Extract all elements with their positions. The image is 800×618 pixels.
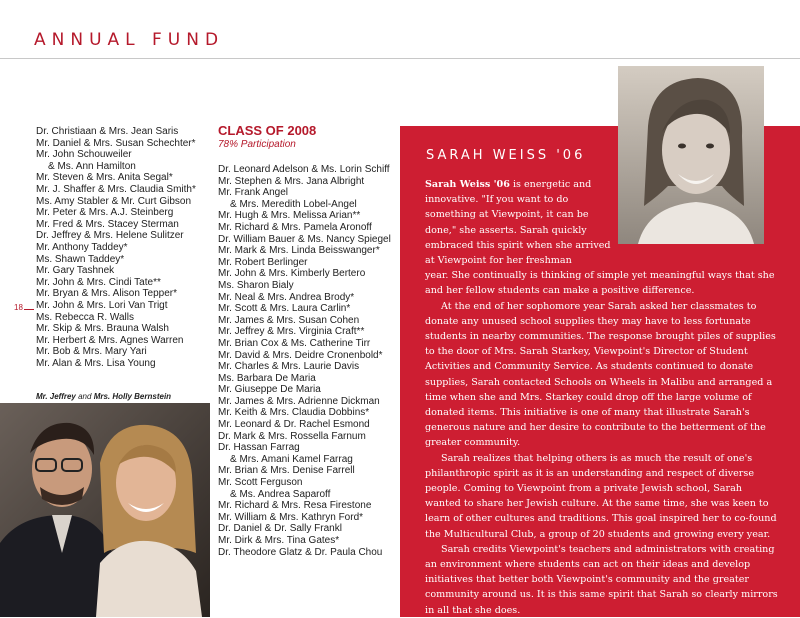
donor-name: Ms. Barbara De Maria [218, 372, 316, 384]
donor-name: Mr. Peter & Mrs. A.J. Steinberg [36, 207, 174, 219]
donor-name: Mr. Frank Angel [218, 187, 289, 199]
donor-name: & Mrs. Meredith Lobel-Angel [230, 198, 357, 210]
donor-name: Ms. Rebecca R. Walls [36, 311, 134, 323]
donor-name: Dr. Jeffrey & Mrs. Helene Sulitzer [36, 230, 184, 242]
donor-name: Mr. David & Mrs. Deidre Cronenbold* [218, 349, 383, 361]
feature-story [425, 177, 780, 618]
story-paragraph-1 [425, 177, 780, 299]
donor-name: Dr. Leonard Adelson & Ms. Lorin Schiff [218, 164, 390, 175]
donor-list-column-2 [218, 164, 391, 558]
donor-name: Dr. Christiaan & Mrs. Jean Saris [36, 126, 179, 137]
header-divider [0, 58, 800, 59]
donor-name: Mr. Mark & Mrs. Linda Beisswanger* [218, 245, 380, 257]
story-paragraph-1-narrow: is energetic and innovative. "If you want to do something at Viewpoint, it can be done," she asserts. Sarah quickly embraced this spirit when she arrived at Viewpoint for her freshman [425, 179, 611, 267]
story-lead-name: Sarah Weiss '06 [425, 179, 510, 190]
caption-and: and [78, 392, 92, 401]
donor-name: Mr. Brian & Mrs. Denise Farrell [218, 465, 355, 477]
donor-name: Mr. Scott & Mrs. Laura Carlin* [218, 303, 351, 315]
donor-name: Mr. John Schouweiler [36, 149, 132, 161]
donor-name: Mr. Neal & Mrs. Andrea Brody* [218, 291, 355, 303]
story-paragraph-2: At the end of her sophomore year Sarah asked her classmates to donate any unused school supplies they may have to less fortunate students in nearby communities. The response brought piles of supplies to the door of Mrs. Sarah Starkey, Viewpoint's Director of Student Activities and Community Service. As students continued to donate supplies, Sarah contacted Schools on Wheels in Malibu and arranged a time when she and Mrs. Starkey could drop off the large volume of donated items. This initiative is one of many that illustrate Sarah's generous nature and her desire to contribute to the betterment of the greater community. [425, 300, 776, 449]
donor-name: & Ms. Andrea Saparoff [230, 488, 331, 500]
couple-photo [0, 403, 210, 617]
feature-title: SARAH WEISS '06 [426, 148, 586, 163]
donor-name: Mr. Herbert & Mrs. Agnes Warren [36, 334, 184, 346]
donor-name: Mr. Giuseppe De Maria [218, 384, 321, 396]
donor-name: Mr. Steven & Mrs. Anita Segal* [36, 172, 173, 184]
page-number-rule [24, 309, 34, 310]
donor-name: Dr. William Bauer & Ms. Nancy Spiegel [218, 233, 391, 245]
donor-name: Dr. Mark & Mrs. Rossella Farnum [218, 430, 366, 442]
class-of-2008-participation: 78% Participation [218, 139, 296, 150]
donor-name: Mr. Hugh & Mrs. Melissa Arian** [218, 210, 361, 222]
photo-caption [36, 392, 171, 401]
donor-name: Mr. Bob & Mrs. Mary Yari [36, 346, 147, 358]
story-paragraph-4: Sarah credits Viewpoint's teachers and administrators with creating an environment where students can act on their ideas and develop initiatives that better both Viewpoint's community and the greater community around us. It is this same spirit that Sarah so clearly mirrors in all that she does. [425, 543, 778, 616]
donor-name: Mr. J. Shaffer & Mrs. Claudia Smith* [36, 183, 196, 195]
donor-name: Mr. Brian Cox & Ms. Catherine Tirr [218, 337, 371, 349]
donor-name: Mr. Gary Tashnek [36, 265, 115, 277]
donor-name: Mr. John & Mrs. Cindi Tate** [36, 276, 161, 288]
donor-name: Mr. Fred & Mrs. Stacey Sterman [36, 218, 179, 230]
story-paragraph-1-rest: year. She continually is thinking of simple yet meaningful ways that she and her fellow students can make a positive difference. [425, 270, 775, 297]
donor-name: Mr. Anthony Taddey* [36, 241, 128, 253]
donor-name: Mr. Scott Ferguson [218, 477, 303, 489]
donor-name: Dr. Theodore Glatz & Dr. Paula Chou [218, 546, 383, 558]
donor-name: Mr. Keith & Mrs. Claudia Dobbins* [218, 407, 370, 419]
donor-name: Mr. James & Mrs. Susan Cohen [218, 314, 360, 326]
donor-name: Mr. John & Mrs. Lori Van Trigt [36, 299, 168, 311]
donor-name: Mr. Robert Berlinger [218, 256, 308, 268]
donor-name: Mr. John & Mrs. Kimberly Bertero [218, 268, 366, 280]
donor-name: Mr. Leonard & Dr. Rachel Esmond [218, 419, 370, 431]
caption-name-2: Mrs. Holly Bernstein [93, 392, 172, 401]
story-paragraph-3: Sarah realizes that helping others is as much the result of one's philanthropic spirit as it is an understanding and respect of diverse people. Coming to Viewpoint from a private Jewish school, Sarah wanted to share her Jewish culture. At the same time, she was keen to learn of other cultures and traditions. This goal inspired her to co-found the Multicultural Club, a group of 20 students and growing every year. [425, 452, 777, 540]
donor-name: Dr. Daniel & Dr. Sally Frankl [218, 523, 342, 535]
donor-name: Dr. Hassan Farrag [218, 442, 300, 454]
donor-name: Mr. Stephen & Mrs. Jana Albright [218, 175, 365, 187]
donor-name: Mr. William & Mrs. Kathryn Ford* [218, 511, 364, 523]
donor-name: Mr. Jeffrey & Mrs. Virginia Craft** [218, 326, 365, 338]
donor-name: Mr. Charles & Mrs. Laurie Davis [218, 361, 360, 373]
donor-name: Mr. Richard & Mrs. Resa Firestone [218, 500, 372, 512]
donor-name: & Mrs. Amani Kamel Farrag [230, 453, 353, 465]
donor-name: & Ms. Ann Hamilton [48, 160, 136, 172]
donor-name: Ms. Amy Stabler & Mr. Curt Gibson [36, 195, 192, 207]
donor-name: Mr. Bryan & Mrs. Alison Tepper* [36, 288, 177, 300]
donor-name: Ms. Shawn Taddey* [36, 253, 125, 265]
donor-name: Mr. Skip & Mrs. Brauna Walsh [36, 323, 169, 335]
page-number: 18 [14, 303, 23, 312]
class-of-2008-heading: CLASS OF 2008 [218, 123, 317, 138]
caption-name-1: Mr. Jeffrey [36, 392, 76, 401]
page-header-title: ANNUAL FUND [34, 30, 225, 50]
donor-name: Mr. Alan & Mrs. Lisa Young [36, 357, 156, 369]
donor-name: Mr. Dirk & Mrs. Tina Gates* [218, 535, 340, 546]
donor-name: Ms. Sharon Bialy [218, 279, 294, 291]
story-paragraph-1-wrap [425, 177, 612, 268]
donor-list-column-1 [36, 126, 196, 369]
donor-name: Mr. Richard & Mrs. Pamela Aronoff [218, 221, 372, 233]
donor-name: Mr. James & Mrs. Adrienne Dickman [218, 395, 380, 407]
donor-name: Mr. Daniel & Mrs. Susan Schechter* [36, 137, 196, 149]
